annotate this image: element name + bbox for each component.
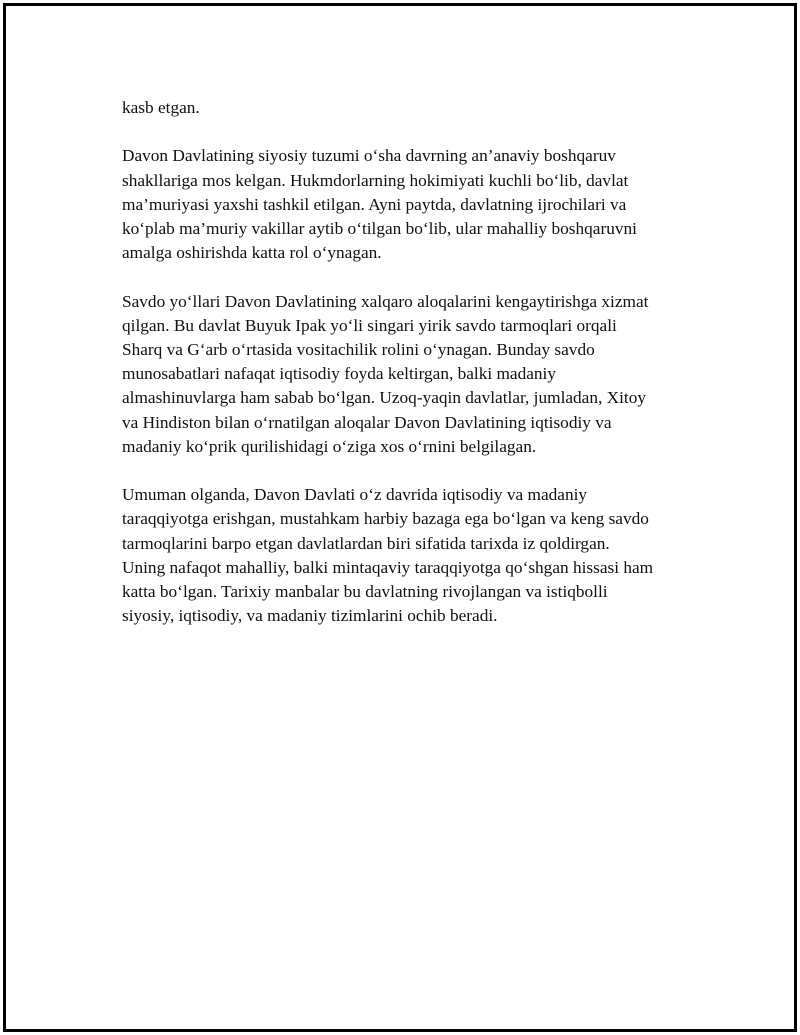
text-line: ma’muriyasi yaxshi tashkil etilgan. Ayni paytda, davlatning ijrochilari va [122, 194, 627, 214]
text-line: almashinuvlarga ham sabab bo‘lgan. Uzoq-yaqin davlatlar, jumladan, Xitoy [122, 388, 646, 408]
text-line: tarmoqlarini barpo etgan davlatlardan biri sifatida tarixda iz qoldirgan. [122, 533, 610, 553]
document-body [122, 96, 702, 653]
text-line: kasb etgan. [122, 98, 200, 117]
paragraph-3 [122, 290, 702, 459]
text-line: Davon Davlatining siyosiy tuzumi o‘sha davrning an’anaviy boshqaruv [122, 146, 616, 166]
page-frame [3, 3, 797, 1032]
text-line: va Hindiston bilan o‘rnatilgan aloqalar Davon Davlatining iqtisodiy va [122, 412, 612, 432]
paragraph-1 [122, 96, 702, 120]
text-line: siyosiy, iqtisodiy, va madaniy tizimlarini ochib beradi. [122, 606, 498, 626]
text-line: madaniy ko‘prik qurilishidagi o‘ziga xos o‘rnini belgilagan. [122, 436, 537, 456]
text-line: katta bo‘lgan. Tarixiy manbalar bu davlatning rivojlangan va istiqbolli [122, 582, 608, 602]
text-line: Uning nafaqot mahalliy, balki mintaqaviy taraqqiyotga qo‘shgan hissasi ham [122, 557, 654, 577]
text-line: Savdo yo‘llari Davon Davlatining xalqaro aloqalarini kengaytirishga xizmat [122, 291, 649, 311]
text-line: amalga oshirishda katta rol o‘ynagan. [122, 243, 382, 263]
text-line: shakllariga mos kelgan. Hukmdorlarning hokimiyati kuchli bo‘lib, davlat [122, 170, 629, 190]
text-line: Sharq va G‘arb o‘rtasida vositachilik rolini o‘ynagan. Bunday savdo [122, 340, 595, 359]
text-line: ko‘plab ma’muriy vakillar aytib o‘tilgan bo‘lib, ular mahalliy boshqaruvni [122, 219, 637, 238]
text-line: munosabatlari nafaqat iqtisodiy foyda keltirgan, balki madaniy [122, 364, 556, 384]
text-line: qilgan. Bu davlat Buyuk Ipak yo‘li singari yirik savdo tarmoqlari orqali [122, 315, 617, 335]
text-line: Umuman olganda, Davon Davlati o‘z davrida iqtisodiy va madaniy [122, 485, 588, 505]
paragraph-2 [122, 144, 702, 265]
paragraph-4 [122, 483, 702, 628]
text-line: taraqqiyotga erishgan, mustahkam harbiy bazaga ega bo‘lgan va keng savdo [122, 509, 649, 529]
